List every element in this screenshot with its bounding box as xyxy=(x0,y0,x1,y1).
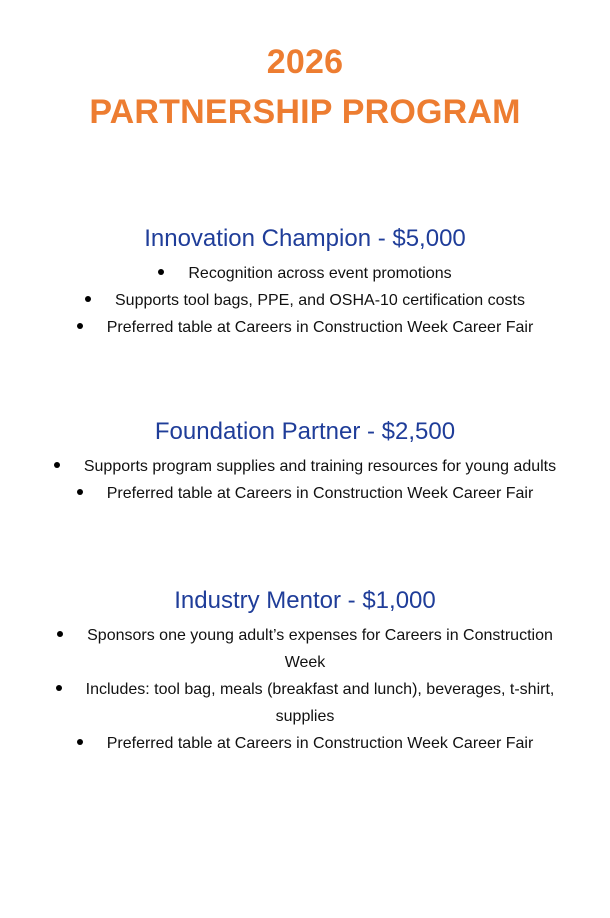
tier-bullet-list xyxy=(0,260,610,341)
bullet-icon xyxy=(56,685,62,691)
bullet-text: Preferred table at Careers in Construction Week Career Fair xyxy=(106,485,534,502)
bullet-icon xyxy=(85,296,91,302)
bullet-item xyxy=(0,314,610,341)
tier-bullet-list xyxy=(0,453,610,507)
tier-industry-mentor xyxy=(0,586,610,757)
flyer-year: 2026 xyxy=(266,43,344,81)
bullet-item xyxy=(0,480,610,507)
bullet-text: Includes: tool bag, meals (breakfast and lunch), beverages, t-shirt, supplies xyxy=(85,681,555,725)
bullet-item xyxy=(0,730,610,757)
bullet-text: Preferred table at Careers in Construction Week Career Fair xyxy=(106,319,534,336)
flyer-title: PARTNERSHIP PROGRAM xyxy=(89,93,521,131)
bullet-icon xyxy=(77,323,83,329)
bullet-item xyxy=(0,453,610,480)
bullet-text: Supports tool bags, PPE, and OSHA-10 certification costs xyxy=(115,292,525,309)
bullet-icon xyxy=(77,489,83,495)
bullet-item xyxy=(0,622,610,676)
bullet-item xyxy=(0,676,610,730)
tier-bullet-list xyxy=(0,622,610,757)
bullet-icon xyxy=(77,739,83,745)
bullet-text: Sponsors one young adult’s expenses for Careers in Construction Week xyxy=(87,627,553,671)
bullet-text: Preferred table at Careers in Construction Week Career Fair xyxy=(106,735,534,752)
tier-innovation-champion xyxy=(0,224,610,341)
tier-heading: Foundation Partner - $2,500 xyxy=(154,418,456,445)
tier-foundation-partner xyxy=(0,417,610,507)
tier-heading: Innovation Champion - $5,000 xyxy=(144,225,466,252)
bullet-icon xyxy=(54,462,60,468)
tier-heading: Industry Mentor - $1,000 xyxy=(174,587,436,614)
bullet-item xyxy=(0,260,610,287)
bullet-text: Recognition across event promotions xyxy=(188,265,452,282)
bullet-item xyxy=(0,287,610,314)
bullet-icon xyxy=(57,631,63,637)
bullet-text: Supports program supplies and training resources for young adults xyxy=(83,458,557,475)
bullet-icon xyxy=(158,269,164,275)
